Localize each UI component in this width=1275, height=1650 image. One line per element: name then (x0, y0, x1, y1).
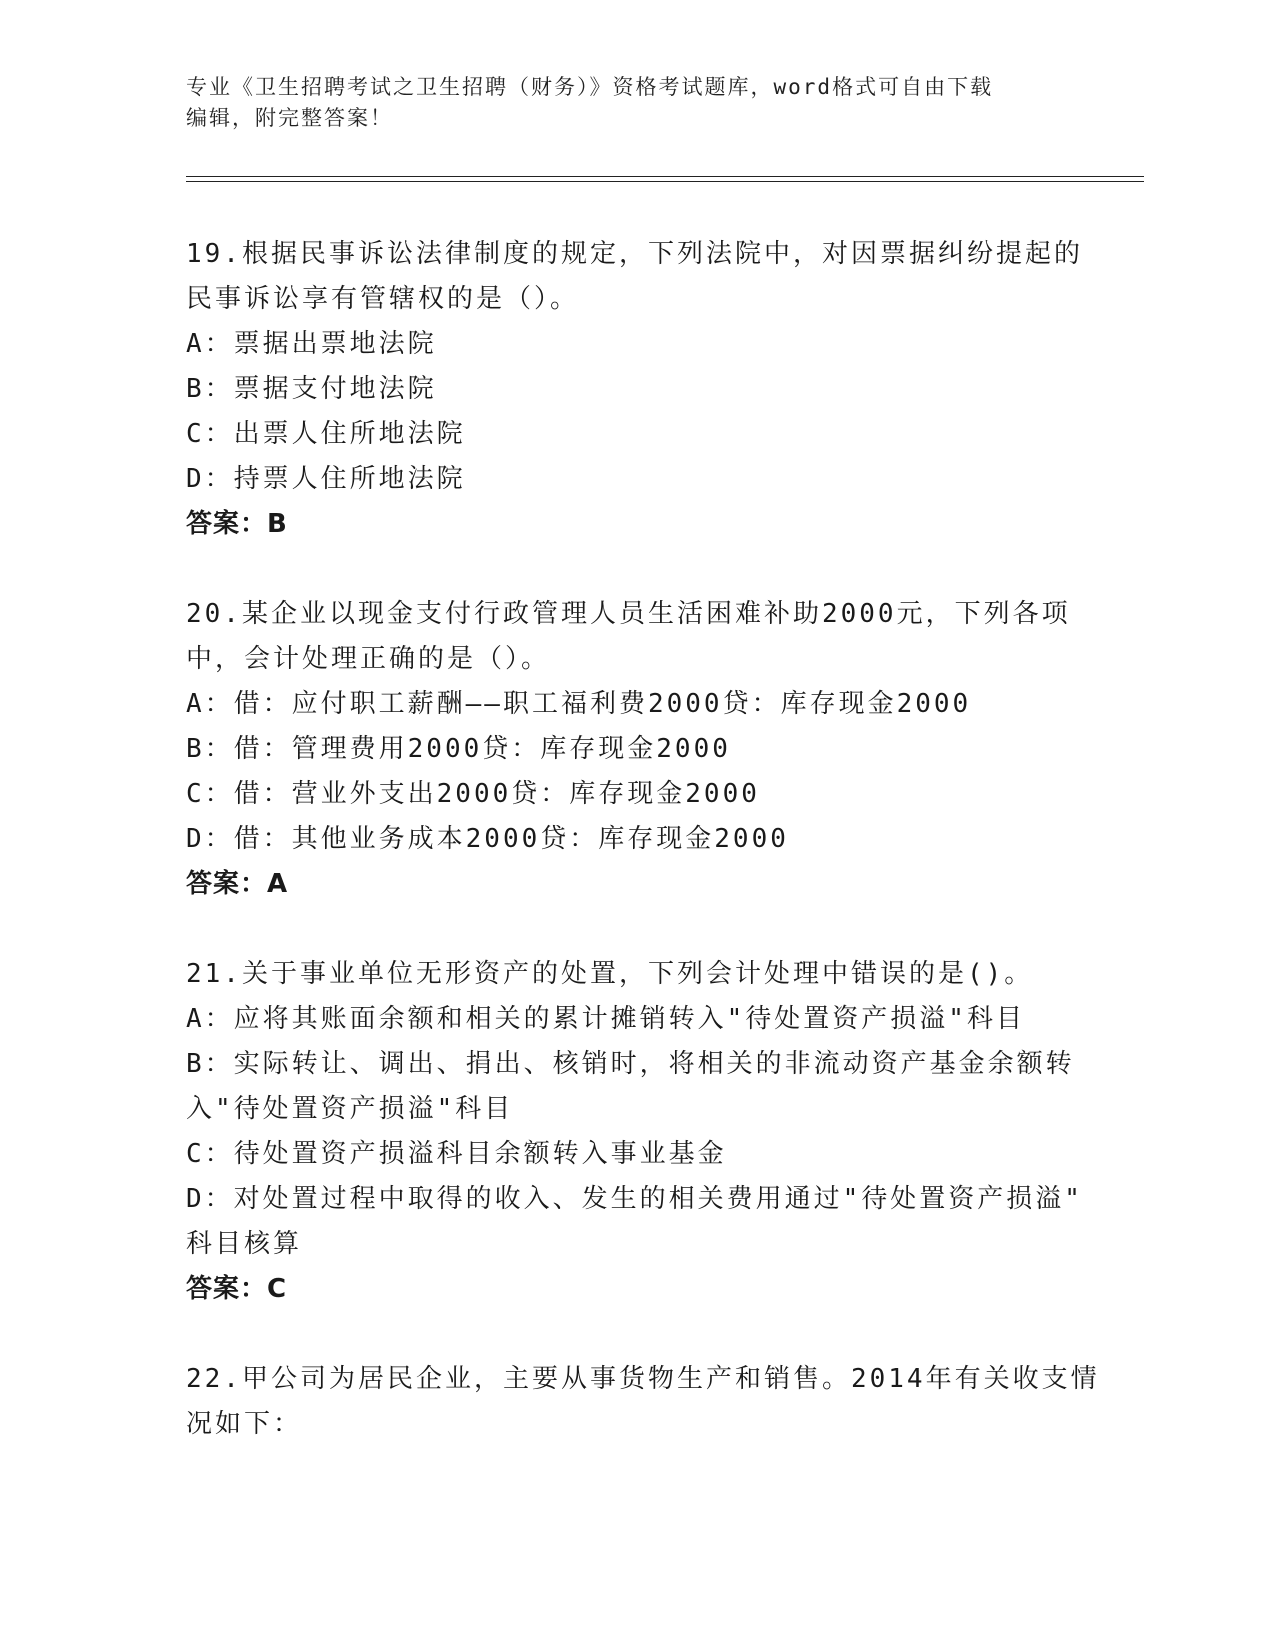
option-d: D：持票人住所地法院 (186, 464, 466, 494)
question-stem: 中，会计处理正确的是（）。 (186, 644, 551, 674)
option-c: C：出票人住所地法院 (186, 419, 466, 449)
question-stem: 21.关于事业单位无形资产的处置，下列会计处理中错误的是()。 (186, 959, 1034, 989)
question-19 (186, 232, 1086, 547)
option-b: B：票据支付地法院 (186, 374, 437, 404)
option-b-continued: 入"待处置资产损溢"科目 (186, 1094, 514, 1124)
option-b: B：借：管理费用2000贷：库存现金2000 (186, 734, 731, 764)
question-stem: 民事诉讼享有管辖权的是（）。 (186, 284, 580, 314)
option-c: C：借：营业外支出2000贷：库存现金2000 (186, 779, 760, 809)
question-stem: 22.甲公司为居民企业，主要从事货物生产和销售。2014年有关收支情 (186, 1364, 1100, 1394)
question-21 (186, 952, 1086, 1312)
question-list (186, 232, 1100, 1447)
option-c: C：待处置资产损溢科目余额转入事业基金 (186, 1139, 727, 1169)
option-b: B：实际转让、调出、捐出、核销时，将相关的非流动资产基金余额转 (186, 1049, 1075, 1079)
document-header (186, 72, 1086, 134)
header-line-2: 编辑，附完整答案！ (186, 106, 393, 130)
header-line-1: 专业《卫生招聘考试之卫生招聘（财务）》资格考试题库，word格式可自由下载 (186, 75, 994, 99)
question-stem: 19.根据民事诉讼法律制度的规定，下列法院中，对因票据纠纷提起的 (186, 239, 1083, 269)
option-a: A：借：应付职工薪酬——职工福利费2000贷：库存现金2000 (186, 689, 972, 719)
answer: 答案：A (186, 869, 289, 899)
question-20 (186, 592, 1086, 907)
option-a: A：应将其账面余额和相关的累计摊销转入"待处置资产损溢"科目 (186, 1004, 1025, 1034)
header-divider-top (186, 176, 1144, 177)
option-d-continued: 科目核算 (186, 1229, 303, 1259)
question-22 (186, 1357, 1100, 1447)
option-d: D：借：其他业务成本2000贷：库存现金2000 (186, 824, 789, 854)
option-a: A：票据出票地法院 (186, 329, 437, 359)
question-stem: 况如下： (186, 1409, 303, 1439)
header-divider-bottom (186, 181, 1144, 182)
answer: 答案：B (186, 509, 288, 539)
option-d: D：对处置过程中取得的收入、发生的相关费用通过"待处置资产损溢" (186, 1184, 1083, 1214)
answer: 答案：C (186, 1274, 288, 1304)
question-stem: 20.某企业以现金支付行政管理人员生活困难补助2000元，下列各项 (186, 599, 1071, 629)
